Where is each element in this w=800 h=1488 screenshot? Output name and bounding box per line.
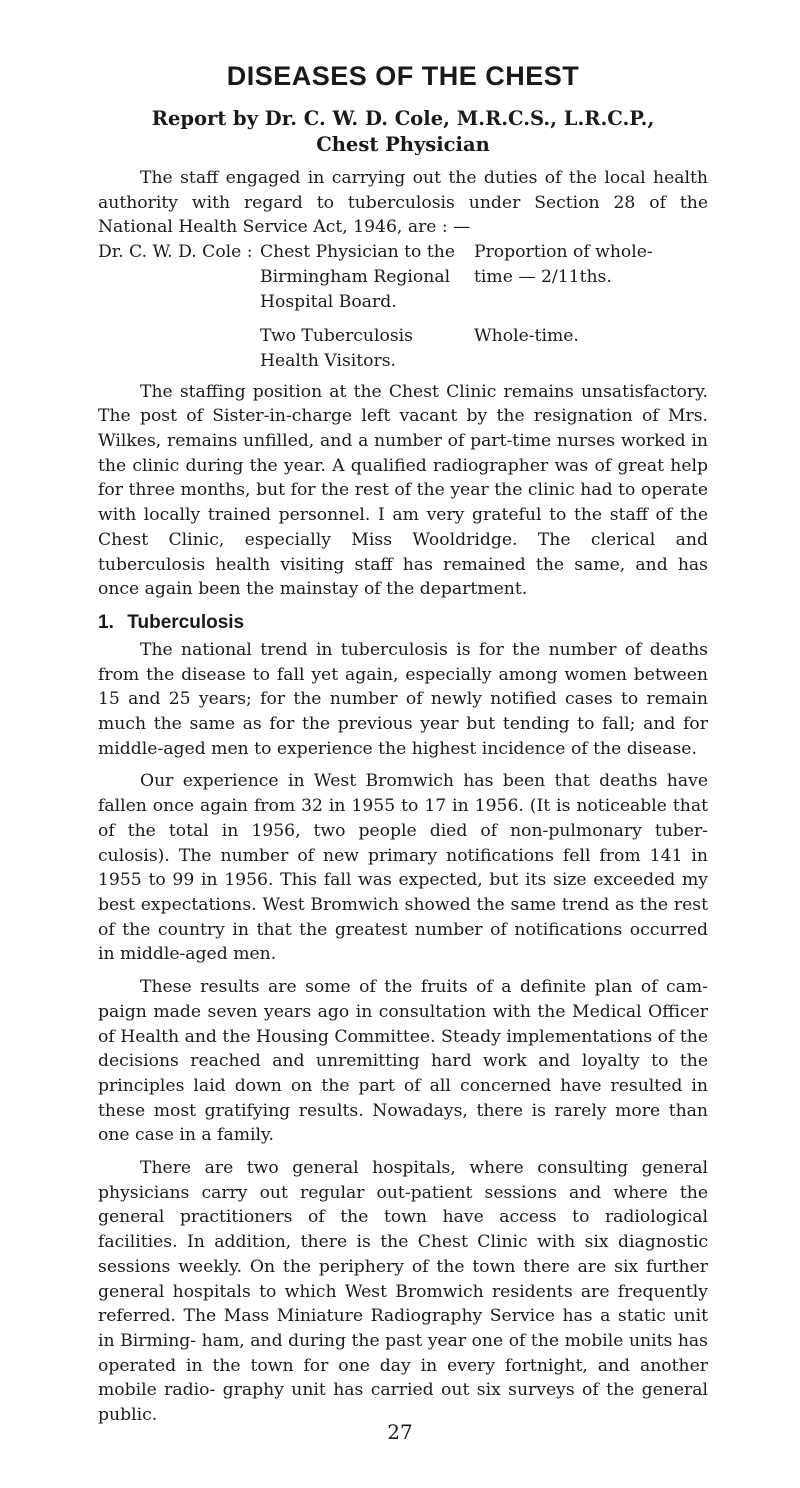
staff-time-line: Proportion of whole- <box>474 242 653 263</box>
page-number: 27 <box>387 1420 413 1444</box>
body-paragraph: These results are some of the fruits of a definite plan of cam- paign made seven years ago in consultation with the Medical Officer of Health and the Housing Committee. Steady implementations of the decisions reached and unremitting hard work and loyalty to the principles laid down on the part of all concerned have resulted in these most gratifying results. Nowadays, there is rarely more than one case in a family. <box>98 977 708 1146</box>
staff-name <box>98 324 260 373</box>
section-heading <box>98 610 708 636</box>
body-paragraph: Our experience in West Bromwich has been that deaths have fallen once again from 32 in 1955 to 17 in 1956. (It is noticeable that of the total in 1956, two people died of non-pulmonary tuber- culosis). The number of new primary notifications fell from 141 in 1955 to 99 in 1956. This fall was expected, but its size exceeded my best expectations. West Bromwich showed the same trend as the rest of the country in that the greatest number of notifications occurred in middle-aged men. <box>98 771 708 965</box>
section-number: 1. <box>98 611 114 633</box>
staff-role-line: Birmingham Regional <box>260 266 451 287</box>
staff-role-line: Chest Physician to the <box>260 242 456 263</box>
staffing-paragraph: The staffing position at the Chest Clinic remains unsatisfactory. The post of Sister-in-charge left vacant by the resignation of Mrs. Wilkes, remains unfilled, and a number of part-time nurses worked in the clinic during the year. A qualified radiographer was of great help for three months, but for the rest of the year the clinic had to operate with locally trained personnel. I am very grateful to the staff of the Chest Clinic, especially Miss Wooldridge. The clerical and tuberculosis health visiting staff has remained the same, and has once again been the mainstay of the department. <box>98 381 708 600</box>
body-paragraph: There are two general hospitals, where consulting general physicians carry out regular out-patient sessions and where the general practitioners of the town have access to radiological facilities. In addition, there is the Chest Clinic with six diagnostic sessions weekly. On the periphery of the town there are six further general hospitals to which West Bromwich residents are frequently referred. The Mass Miniature Radiography Service has a static unit in Birming- ham, and during the past year one of the mobile units has operated in the town for one day in every fortnight, and another mobile radio- graphy unit has carried out six surveys of the general public. <box>98 1158 708 1426</box>
staff-name: Dr. C. W. D. Cole : <box>98 242 253 263</box>
staff-role-line: Hospital Board. <box>260 291 397 312</box>
staff-role-line: Two Tuberculosis <box>260 326 413 347</box>
staff-role <box>260 324 474 373</box>
section-title: Tuberculosis <box>127 611 245 633</box>
staff-time-line: time — 2/11ths. <box>474 266 612 287</box>
staff-time <box>474 240 708 314</box>
staff-time-line: Whole-time. <box>474 326 579 347</box>
staff-table <box>98 240 708 374</box>
document-page <box>98 60 708 1428</box>
intro-paragraph: The staff engaged in carrying out the duties of the local health authority with regard to tuberculosis under Section 28 of the National Health Service Act, 1946, are : — <box>98 168 708 238</box>
staff-role-line: Health Visitors. <box>260 350 397 371</box>
staff-time <box>474 324 708 373</box>
page-title: DISEASES OF THE CHEST <box>226 61 580 91</box>
staff-role <box>260 240 474 314</box>
body-paragraph: The national trend in tuberculosis is for the number of deaths from the disease to fall yet again, especially among women between 15 and 25 years; for the number of newly notified cases to remain much the same as for the previous year but tending to fall; and for middle-aged men to experience the highest incidence of the disease. <box>98 639 708 759</box>
report-role: Chest Physician <box>316 133 490 156</box>
report-author: Report by Dr. C. W. D. Cole, M.R.C.S., L.R.C.P., <box>151 107 655 130</box>
